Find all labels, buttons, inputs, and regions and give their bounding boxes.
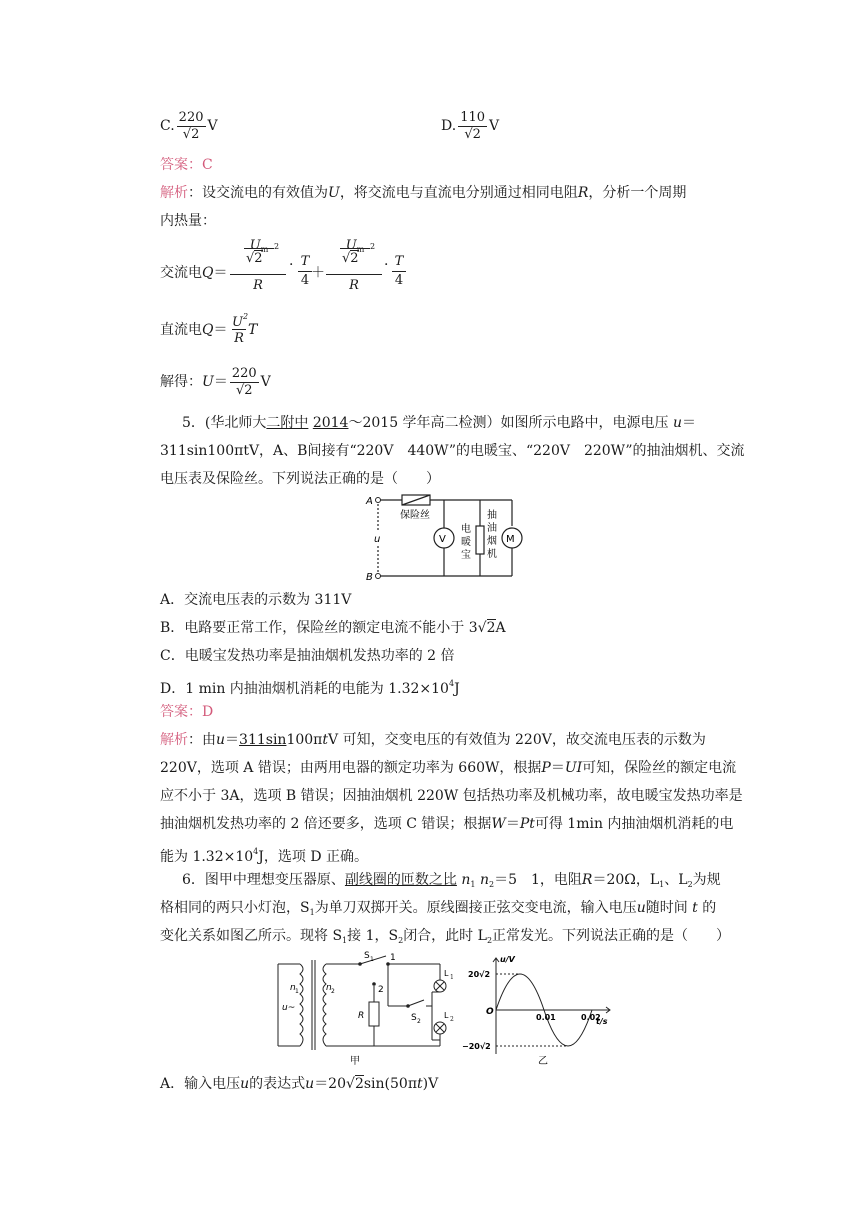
- q5-line-3: 电压表及保险丝。下列说法正确的是（ ）: [160, 471, 440, 487]
- terminal-a-label: A: [366, 496, 373, 507]
- y-max-label: 20√2: [468, 970, 491, 979]
- fraction: $\frac{220}{√2}$: [178, 109, 204, 142]
- analysis-line: 内热量：: [160, 213, 216, 229]
- heater-label-2: 暖: [461, 537, 471, 548]
- option-label: C.: [160, 118, 175, 134]
- q5-analysis-4: 抽油烟机发热功率的 2 倍还要多，选项 C 错误；根据W＝Pt可得 1min 内抽油烟机消耗的电: [160, 816, 734, 832]
- dot: ·: [289, 257, 294, 273]
- fuse-label: 保险丝: [400, 510, 430, 521]
- q5-analysis-3: 应不小于 3A，选项 B 错误；因抽油烟机 220W 包括热功率及机械功率，故电暖宝发热功率是: [160, 788, 743, 804]
- contact-2-label: 2: [378, 985, 384, 995]
- hood-label-4: 机: [487, 549, 497, 560]
- hood-label-1: 抽: [487, 510, 497, 521]
- q6-line-3: 变化关系如图乙所示。现将 $S_1$接 1，$S_2$闭合，此时 $L_2$正常发光。下列说法正确的是（ ）: [160, 928, 731, 945]
- q5-analysis-5: 能为 $1.32\times 10^4J$，选项 D 正确。: [160, 847, 369, 865]
- secondary-n2-sub: 2: [331, 988, 335, 995]
- q6-option-a: A．输入电压u的表达式u＝20√2sin(50πt)V: [160, 1076, 439, 1092]
- lamp-l1-sub: 1: [450, 974, 454, 981]
- source-u-label: u~: [282, 1003, 296, 1013]
- terminal-b-label: B: [366, 572, 373, 583]
- figure-b-caption: 乙: [538, 1056, 548, 1067]
- dc-formula: 直流电Q＝: [160, 322, 228, 338]
- x-tick-1: 0.01: [536, 1013, 556, 1022]
- ac-fraction-1: $U_m$ √2 2 R: [230, 238, 286, 302]
- q6-line-2: 格相同的两只小灯泡，$S_1$为单刀双掷开关。原线圈接正弦交变电流，输入电压u随时间 t 的: [160, 900, 717, 917]
- q5-option-b: B．电路要正常工作，保险丝的额定电流不能小于 3√2A: [160, 620, 506, 636]
- lamp-l1-label: L: [444, 969, 449, 978]
- motor-symbol: M: [506, 534, 515, 545]
- switch-s2-label: S: [411, 1013, 417, 1023]
- contact-1-label: 1: [390, 953, 396, 963]
- solve-line: 解得：U＝ $\frac{220}{√2}$ V: [160, 365, 271, 398]
- dc-T: T: [248, 322, 258, 338]
- q5-analysis-1: 解析：由u＝311sin100πtV 可知，交变电压的有效值为 220V，故交流电压表的示数为: [160, 732, 706, 748]
- q5-option-d: D．1 min 内抽油烟机消耗的电能为 $1.32\times 10^4J$: [160, 679, 460, 697]
- hood-label-3: 烟: [487, 536, 497, 547]
- q5-line-1: 5．(华北师大二附中 2014～2015 学年高二检测）如图所示电路中，电源电压 u＝: [182, 415, 697, 431]
- y-min-label: −20√2: [462, 1042, 491, 1051]
- heater-label-1: 电: [461, 524, 471, 535]
- option-label: D.: [441, 118, 457, 134]
- switch-s1-label: S: [364, 951, 370, 961]
- plus: ＋: [311, 265, 325, 281]
- primary-n1-label: n: [290, 983, 296, 993]
- lamp-l2-sub: 2: [450, 1016, 454, 1023]
- q6-figure-a-transformer: [268, 950, 448, 1068]
- t-over-4: T 4: [392, 254, 406, 294]
- q6-line-1: 6．图甲中理想变压器原、副线圈的匝数之比 $n_1$ $n_2=5$ 1，电阻R＝20Ω，$L_1$、$L_2$为规: [182, 872, 721, 889]
- q6-figure-b-voltage-graph: [460, 950, 620, 1068]
- switch-s1-sub: 1: [370, 956, 374, 963]
- q5-option-c: C．电暖宝发热功率是抽油烟机发热功率的 2 倍: [160, 648, 455, 664]
- x-axis-label: t/s: [596, 1017, 608, 1026]
- voltage-u-label: u: [374, 534, 381, 545]
- option-c-top: C. $\frac{220}{√2}$ V: [160, 109, 218, 142]
- y-axis-label: u/V: [500, 955, 515, 964]
- q5-option-a: A．交流电压表的示数为 311V: [160, 592, 352, 608]
- voltmeter-symbol: V: [439, 534, 446, 545]
- option-d-top: D. $\frac{110}{√2}$ V: [441, 109, 500, 142]
- dot: ·: [384, 257, 389, 273]
- fraction: $\frac{110}{√2}$: [460, 109, 486, 142]
- answer-line: 答案：D: [160, 704, 214, 720]
- origin-label: O: [486, 1007, 494, 1017]
- primary-n1-sub: 1: [295, 988, 299, 995]
- q5-line-2: 311sin100πtV，A、B间接有“220V 440W”的电暖宝、“220V 220W”的抽油烟机、交流: [160, 443, 745, 459]
- lamp-l2-label: L: [444, 1011, 449, 1020]
- heater-label-3: 宝: [461, 550, 471, 561]
- analysis-line: 解析：设交流电的有效值为U，将交流电与直流电分别通过相同电阻R，分析一个周期: [160, 185, 687, 201]
- q5-circuit-diagram: [360, 490, 530, 586]
- t-over-4: T 4: [298, 254, 312, 294]
- resistor-r-label: R: [358, 1011, 365, 1021]
- switch-s2-sub: 2: [417, 1018, 421, 1025]
- ac-fraction-2: $U_m$ √2 2 R: [326, 238, 382, 302]
- ac-formula: 交流电Q＝: [160, 265, 228, 281]
- hood-label-2: 油: [487, 523, 497, 534]
- figure-a-caption: 甲: [350, 1056, 360, 1067]
- q5-analysis-2: 220V，选项 A 错误；由两用电器的额定功率为 660W，根据P＝UI可知，保险丝的额定电流: [160, 760, 737, 776]
- answer-line: 答案：C: [160, 157, 213, 173]
- x-tick-2: 0.02: [581, 1013, 601, 1022]
- dc-fraction: $U^2$ R: [232, 312, 249, 346]
- secondary-n2-label: n: [326, 983, 332, 993]
